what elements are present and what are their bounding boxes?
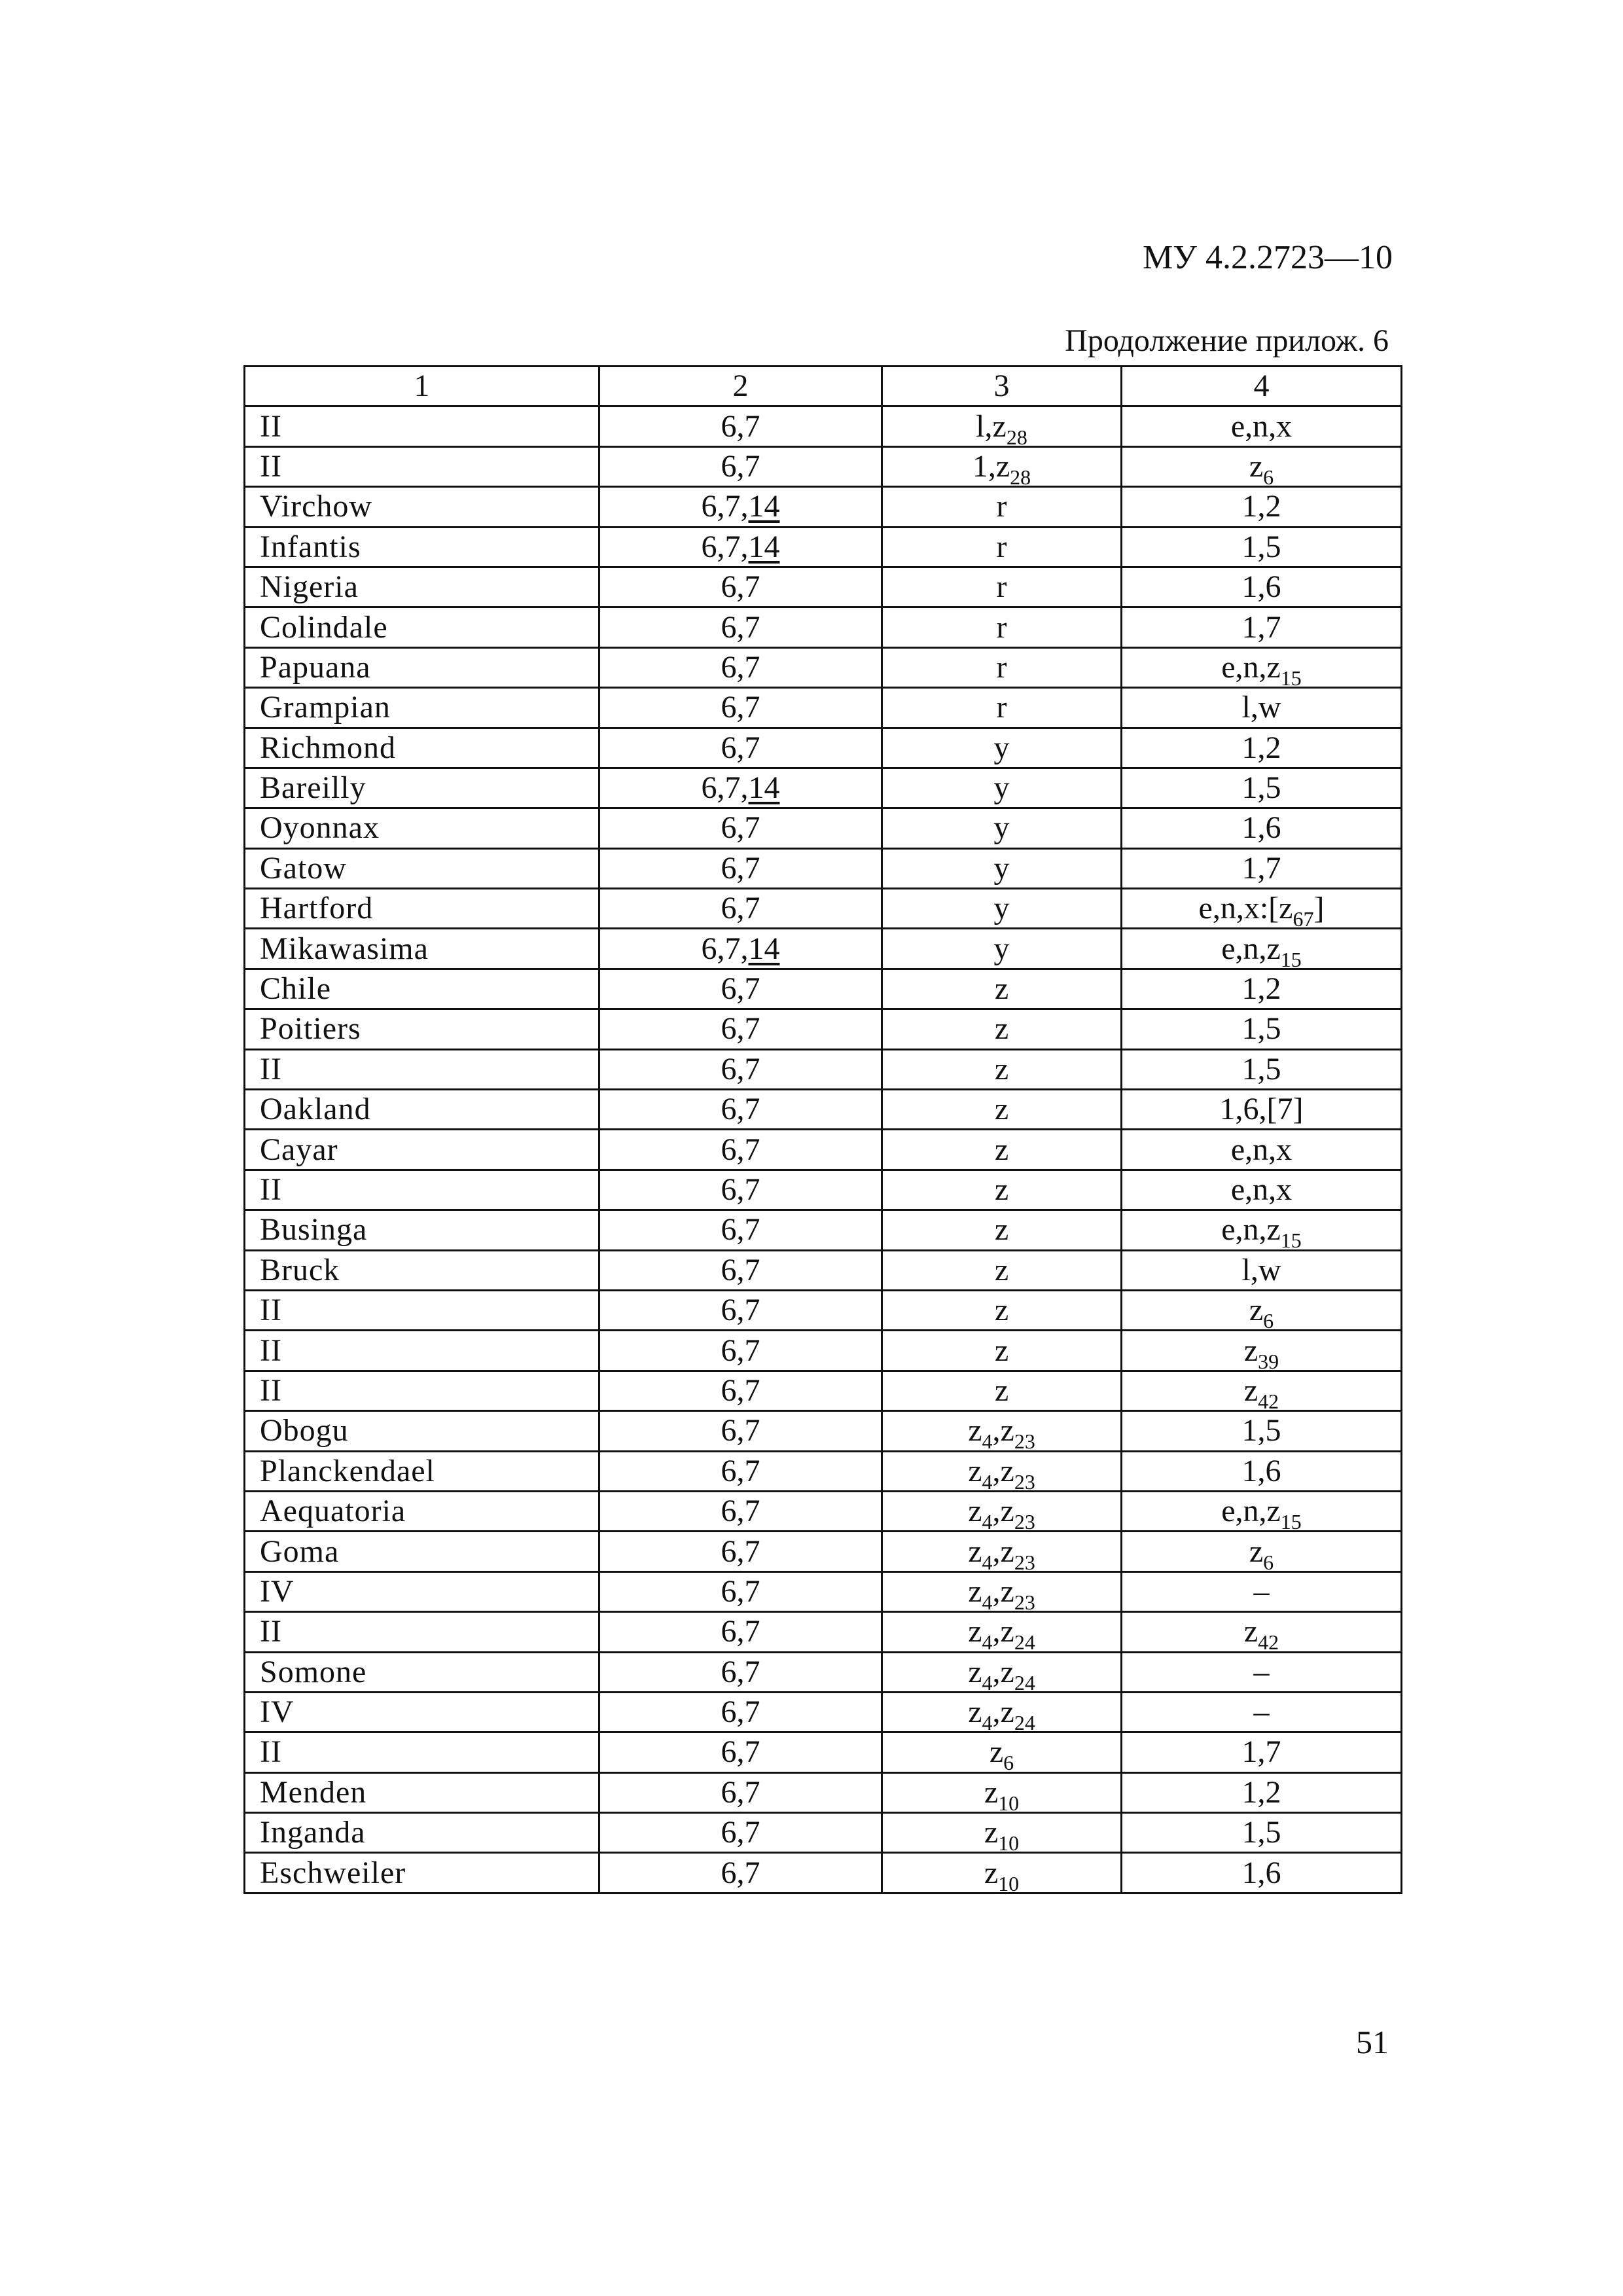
serovar-name-cell: Colindale <box>245 607 599 647</box>
h-phase1-cell: $l,z_{28}$ <box>882 406 1122 446</box>
table-row <box>245 1772 1402 1812</box>
h-phase1-cell: z <box>882 1170 1122 1210</box>
serovar-name-cell: Businga <box>245 1210 599 1250</box>
o-antigen-cell: 6,7 <box>599 1090 882 1130</box>
h-phase2-cell: 1,6 <box>1122 1451 1402 1491</box>
h-phase2-cell: $z_6$ <box>1122 1532 1402 1571</box>
serovar-name-cell: Bruck <box>245 1250 599 1290</box>
h-phase1-cell: $z_4,z_{23}$ <box>882 1532 1122 1571</box>
h-phase1-cell: $z_4,z_{24}$ <box>882 1652 1122 1692</box>
serovar-name-cell: Papuana <box>245 647 599 687</box>
table-row <box>245 1290 1402 1330</box>
table-row <box>245 1170 1402 1210</box>
h-phase1-cell: y <box>882 889 1122 929</box>
table-row <box>245 1612 1402 1652</box>
serovar-name-cell: Aequatoria <box>245 1491 599 1531</box>
serovar-name-cell: Oyonnax <box>245 808 599 848</box>
o-antigen-cell: 6,7 <box>599 1853 882 1893</box>
o-antigen-cell: 6,7,14 <box>599 929 882 969</box>
table-row <box>245 406 1402 446</box>
table-row <box>245 1411 1402 1451</box>
table-row <box>245 1532 1402 1571</box>
h-phase2-cell: 1,2 <box>1122 728 1402 768</box>
h-phase1-cell: $z_4,z_{23}$ <box>882 1411 1122 1451</box>
serovar-name-cell: II <box>245 1170 599 1210</box>
o-antigen-cell: 6,7 <box>599 1170 882 1210</box>
o-antigen-cell: 6,7 <box>599 1652 882 1692</box>
table-row <box>245 889 1402 929</box>
h-phase2-cell: – <box>1122 1571 1402 1611</box>
h-phase1-cell: z <box>882 1009 1122 1049</box>
h-phase1-cell: r <box>882 527 1122 567</box>
table-row <box>245 647 1402 687</box>
o-antigen-cell: 6,7 <box>599 1411 882 1451</box>
o-antigen-cell: 6,7 <box>599 1130 882 1170</box>
h-phase2-cell: $e,n,z_{15}$ <box>1122 929 1402 969</box>
o-antigen-cell: 6,7 <box>599 446 882 486</box>
h-phase2-cell: $z_{39}$ <box>1122 1331 1402 1371</box>
h-phase2-cell: l,w <box>1122 1250 1402 1290</box>
table-row <box>245 1250 1402 1290</box>
h-phase1-cell: r <box>882 607 1122 647</box>
table-row <box>245 969 1402 1009</box>
h-phase1-cell: $z_6$ <box>882 1732 1122 1772</box>
serovar-name-cell: Goma <box>245 1532 599 1571</box>
serovar-name-cell: II <box>245 1331 599 1371</box>
h-phase1-cell: z <box>882 1090 1122 1130</box>
serovar-name-cell: II <box>245 1290 599 1330</box>
h-phase2-cell: e,n,x <box>1122 1170 1402 1210</box>
h-phase1-cell: y <box>882 768 1122 808</box>
table-row <box>245 1652 1402 1692</box>
h-phase1-cell: y <box>882 848 1122 888</box>
table-row <box>245 1009 1402 1049</box>
o-antigen-cell: 6,7 <box>599 1290 882 1330</box>
serovar-name-cell: Infantis <box>245 527 599 567</box>
o-antigen-cell: 6,7 <box>599 969 882 1009</box>
h-phase2-cell: 1,6,[7] <box>1122 1090 1402 1130</box>
serovar-name-cell: Inganda <box>245 1813 599 1853</box>
serovar-name-cell: Obogu <box>245 1411 599 1451</box>
h-phase1-cell: z <box>882 969 1122 1009</box>
document-code: МУ 4.2.2723—10 <box>1142 239 1393 276</box>
table-row <box>245 1571 1402 1611</box>
o-antigen-cell: 6,7 <box>599 1491 882 1531</box>
h-phase2-cell: 1,7 <box>1122 848 1402 888</box>
h-phase2-cell: – <box>1122 1692 1402 1732</box>
h-phase1-cell: $1,z_{28}$ <box>882 446 1122 486</box>
serovar-name-cell: II <box>245 406 599 446</box>
h-phase2-cell: $z_{42}$ <box>1122 1612 1402 1652</box>
o-antigen-cell: 6,7 <box>599 688 882 728</box>
serovar-name-cell: IV <box>245 1571 599 1611</box>
serovar-name-cell: Gatow <box>245 848 599 888</box>
table-header-row <box>245 367 1402 406</box>
table-row <box>245 1210 1402 1250</box>
table-body <box>245 406 1402 1893</box>
serovar-name-cell: Planckendael <box>245 1451 599 1491</box>
h-phase2-cell: $e,n,x:[z_{67}]$ <box>1122 889 1402 929</box>
o-antigen-cell: 6,7 <box>599 1772 882 1812</box>
o-antigen-cell: 6,7 <box>599 1331 882 1371</box>
o-antigen-cell: 6,7 <box>599 1692 882 1732</box>
o-antigen-cell: 6,7 <box>599 1532 882 1571</box>
h-phase1-cell: $z_{10}$ <box>882 1772 1122 1812</box>
table-row <box>245 688 1402 728</box>
h-phase2-cell: 1,5 <box>1122 768 1402 808</box>
column-header: 1 <box>245 367 599 406</box>
serovar-name-cell: Eschweiler <box>245 1853 599 1893</box>
h-phase2-cell: 1,6 <box>1122 808 1402 848</box>
h-phase2-cell: 1,7 <box>1122 607 1402 647</box>
column-header: 4 <box>1122 367 1402 406</box>
h-phase2-cell: $z_6$ <box>1122 446 1402 486</box>
table-row <box>245 768 1402 808</box>
o-antigen-cell: 6,7 <box>599 1009 882 1049</box>
h-phase2-cell: $e,n,z_{15}$ <box>1122 1491 1402 1531</box>
table-row <box>245 1049 1402 1089</box>
table-row <box>245 527 1402 567</box>
h-phase2-cell: 1,5 <box>1122 1411 1402 1451</box>
o-antigen-cell: 6,7 <box>599 1250 882 1290</box>
serovar-name-cell: Poitiers <box>245 1009 599 1049</box>
o-antigen-cell: 6,7,14 <box>599 768 882 808</box>
table-row <box>245 1732 1402 1772</box>
h-phase2-cell: 1,2 <box>1122 487 1402 527</box>
h-phase1-cell: z <box>882 1130 1122 1170</box>
serovar-name-cell: Hartford <box>245 889 599 929</box>
table-row <box>245 487 1402 527</box>
serovar-name-cell: Richmond <box>245 728 599 768</box>
h-phase2-cell: 1,6 <box>1122 567 1402 607</box>
o-antigen-cell: 6,7 <box>599 1612 882 1652</box>
table-row <box>245 1371 1402 1410</box>
h-phase2-cell: 1,2 <box>1122 969 1402 1009</box>
h-phase2-cell: 1,2 <box>1122 1772 1402 1812</box>
h-phase2-cell: 1,5 <box>1122 1813 1402 1853</box>
serovar-name-cell: II <box>245 1612 599 1652</box>
h-phase2-cell: 1,5 <box>1122 1009 1402 1049</box>
o-antigen-cell: 6,7 <box>599 567 882 607</box>
h-phase1-cell: $z_4,z_{23}$ <box>882 1491 1122 1531</box>
o-antigen-cell: 6,7 <box>599 848 882 888</box>
o-antigen-cell: 6,7 <box>599 406 882 446</box>
table-row <box>245 446 1402 486</box>
column-header: 2 <box>599 367 882 406</box>
table-row <box>245 929 1402 969</box>
o-antigen-cell: 6,7 <box>599 728 882 768</box>
table-row <box>245 1451 1402 1491</box>
table-row <box>245 808 1402 848</box>
table-row <box>245 1692 1402 1732</box>
h-phase2-cell: e,n,x <box>1122 1130 1402 1170</box>
h-phase2-cell: e,n,x <box>1122 406 1402 446</box>
serovar-name-cell: Virchow <box>245 487 599 527</box>
h-phase2-cell: $z_6$ <box>1122 1290 1402 1330</box>
serovar-name-cell: II <box>245 1371 599 1410</box>
serovar-name-cell: Somone <box>245 1652 599 1692</box>
h-phase2-cell: 1,5 <box>1122 1049 1402 1089</box>
h-phase1-cell: $z_{10}$ <box>882 1813 1122 1853</box>
continuation-caption: Продолжение прилож. 6 <box>1065 323 1389 358</box>
table-row <box>245 1130 1402 1170</box>
serovar-name-cell: Menden <box>245 1772 599 1812</box>
h-phase1-cell: $z_4,z_{23}$ <box>882 1571 1122 1611</box>
o-antigen-cell: 6,7 <box>599 1451 882 1491</box>
table-row <box>245 848 1402 888</box>
h-phase1-cell: z <box>882 1210 1122 1250</box>
h-phase2-cell: $e,n,z_{15}$ <box>1122 1210 1402 1250</box>
o-antigen-cell: 6,7 <box>599 607 882 647</box>
table-row <box>245 1853 1402 1893</box>
o-antigen-cell: 6,7 <box>599 1813 882 1853</box>
table-row <box>245 1331 1402 1371</box>
h-phase1-cell: $z_4,z_{23}$ <box>882 1451 1122 1491</box>
serovar-name-cell: II <box>245 1732 599 1772</box>
h-phase2-cell: l,w <box>1122 688 1402 728</box>
serovar-name-cell: Mikawasima <box>245 929 599 969</box>
h-phase1-cell: z <box>882 1290 1122 1330</box>
table-row <box>245 1491 1402 1531</box>
serovar-name-cell: Oakland <box>245 1090 599 1130</box>
serovar-name-cell: Cayar <box>245 1130 599 1170</box>
h-phase1-cell: $z_4,z_{24}$ <box>882 1692 1122 1732</box>
h-phase1-cell: z <box>882 1331 1122 1371</box>
serovar-name-cell: Bareilly <box>245 768 599 808</box>
serovar-name-cell: II <box>245 446 599 486</box>
o-antigen-cell: 6,7 <box>599 647 882 687</box>
serovar-name-cell: Chile <box>245 969 599 1009</box>
o-antigen-cell: 6,7 <box>599 1371 882 1410</box>
h-phase1-cell: r <box>882 647 1122 687</box>
h-phase1-cell: z <box>882 1250 1122 1290</box>
h-phase2-cell: $e,n,z_{15}$ <box>1122 647 1402 687</box>
serovar-table <box>243 365 1402 1894</box>
o-antigen-cell: 6,7 <box>599 889 882 929</box>
h-phase2-cell: 1,5 <box>1122 527 1402 567</box>
h-phase2-cell: $z_{42}$ <box>1122 1371 1402 1410</box>
table-row <box>245 567 1402 607</box>
column-header: 3 <box>882 367 1122 406</box>
o-antigen-cell: 6,7 <box>599 1571 882 1611</box>
serovar-name-cell: II <box>245 1049 599 1089</box>
serovar-name-cell: IV <box>245 1692 599 1732</box>
h-phase1-cell: y <box>882 929 1122 969</box>
serovar-name-cell: Grampian <box>245 688 599 728</box>
table-row <box>245 607 1402 647</box>
h-phase1-cell: z <box>882 1371 1122 1410</box>
page-number: 51 <box>1356 2024 1389 2060</box>
h-phase2-cell: 1,6 <box>1122 1853 1402 1893</box>
table-row <box>245 1813 1402 1853</box>
h-phase1-cell: y <box>882 808 1122 848</box>
o-antigen-cell: 6,7 <box>599 1210 882 1250</box>
h-phase1-cell: r <box>882 688 1122 728</box>
h-phase2-cell: 1,7 <box>1122 1732 1402 1772</box>
o-antigen-cell: 6,7 <box>599 808 882 848</box>
serovar-name-cell: Nigeria <box>245 567 599 607</box>
h-phase1-cell: r <box>882 567 1122 607</box>
o-antigen-cell: 6,7,14 <box>599 527 882 567</box>
h-phase2-cell: – <box>1122 1652 1402 1692</box>
o-antigen-cell: 6,7 <box>599 1049 882 1089</box>
o-antigen-cell: 6,7,14 <box>599 487 882 527</box>
h-phase1-cell: $z_{10}$ <box>882 1853 1122 1893</box>
h-phase1-cell: z <box>882 1049 1122 1089</box>
table-row <box>245 728 1402 768</box>
h-phase1-cell: $z_4,z_{24}$ <box>882 1612 1122 1652</box>
o-antigen-cell: 6,7 <box>599 1732 882 1772</box>
table-row <box>245 1090 1402 1130</box>
h-phase1-cell: r <box>882 487 1122 527</box>
h-phase1-cell: y <box>882 728 1122 768</box>
